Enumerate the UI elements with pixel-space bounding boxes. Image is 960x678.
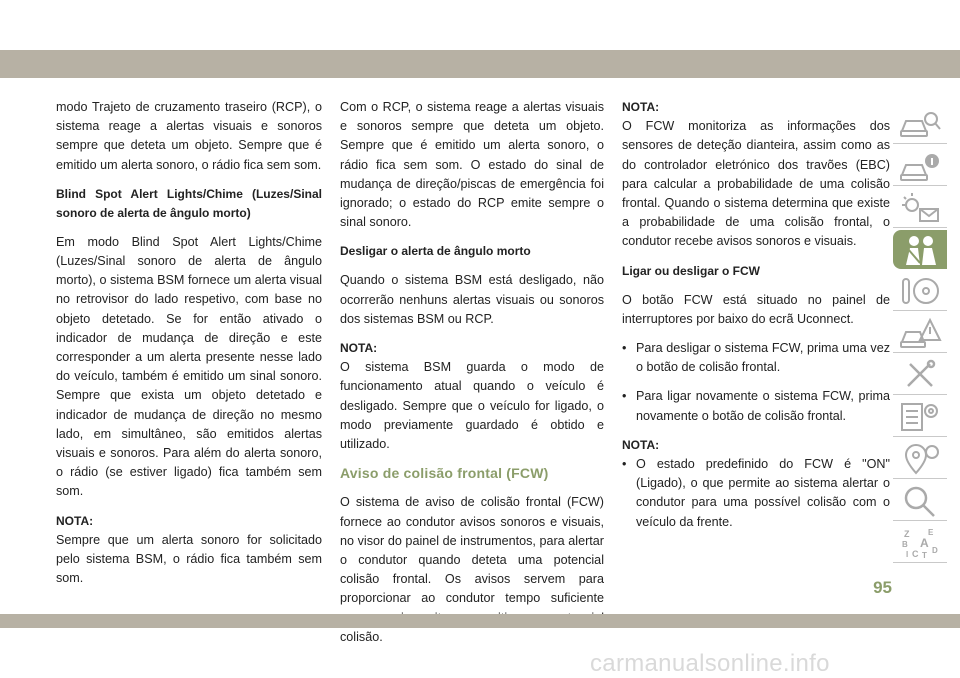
paragraph: modo Trajeto de cruzamento traseiro (RCP), o sistema reage a alertas visuais e sonoros sempre que deteta um objeto. Sempre que é emitido um alerta sonoro, o rádio fica sem som.: [56, 100, 322, 172]
note-text: O sistema BSM guarda o modo de funcionamento atual quando o veículo é desligado. Sempre que o veículo for ligado, o modo previamente guardado é obtido e utilizado.: [340, 360, 604, 452]
tab-checklist[interactable]: [893, 397, 947, 437]
subheading: Blind Spot Alert Lights/Chime (Luzes/Sinal sonoro de alerta de ângulo morto): [56, 186, 322, 220]
note-text: Sempre que um alerta sonoro for solicitado pelo sistema BSM, o rádio fica também sem som.: [56, 532, 322, 586]
alphabet-index-icon: [898, 526, 942, 560]
tab-tools[interactable]: [893, 355, 947, 395]
letter: C: [912, 548, 919, 559]
chapter-tabs: [893, 104, 949, 565]
section-title: Aviso de colisão frontal (FCW): [340, 465, 549, 482]
top-band: [0, 50, 960, 78]
bullet-item: • Para desligar o sistema FCW, prima uma vez o botão de colisão frontal.: [622, 339, 890, 377]
safety-people-icon: [898, 233, 942, 267]
note-label: NOTA:: [340, 341, 378, 356]
page-number: 95: [873, 578, 892, 597]
paragraph: Em modo Blind Spot Alert Lights/Chime (Luzes/Sinal sonoro de alerta de ângulo morto), o sistema BSM fornece um alerta visual no retrovisor do lado respetivo, com base no objeto detetado. Se for então ativado o indicador de mudança de direção e este corresponder a um alerta presente nesse lado do veículo, também é emitido um sinal sonoro. Sempre que exista um objeto detetado e indicador de mudança de direção no mesmo lado, em simultâneo, são emitidos alertas visuais e sonoros. Para além do alerta sonoro, o rádio (se estiver ligado) fica também sem som.: [56, 234, 322, 499]
bullet-item: • O estado predefinido do FCW é "ON" (Ligado), o que permite ao sistema alertar o condutor para uma possível colisão com o veículo da frente.: [622, 455, 890, 532]
tools-icon: [898, 358, 942, 392]
tab-car-info[interactable]: [893, 146, 947, 186]
tab-key-steering[interactable]: [893, 271, 947, 311]
column-1: [56, 98, 322, 598]
note-label: NOTA:: [622, 100, 660, 114]
note-label: NOTA:: [56, 513, 94, 528]
paragraph: O sistema de aviso de colisão frontal (FCW) fornece ao condutor avisos sonoros e visuais, no visor do painel de instrumentos, para alertar o condutor quando deteta uma potencial colisão frontal. Os avisos servem para proporcionar ao condutor tempo suficiente colisão.: [340, 495, 604, 644]
letter: A: [920, 535, 929, 550]
letter: D: [932, 545, 938, 555]
tab-light-mail[interactable]: [893, 188, 947, 228]
column-3: [622, 98, 890, 542]
location-gear-icon: [898, 442, 942, 476]
column-2: [340, 98, 604, 657]
car-search-icon: [898, 107, 942, 141]
letter: B: [902, 539, 908, 549]
light-mail-icon: [898, 191, 942, 225]
checklist-gear-icon: [898, 400, 942, 434]
letter: I: [906, 549, 909, 559]
tab-car-search[interactable]: [893, 104, 947, 144]
letter: T: [922, 550, 927, 560]
note-text: O FCW monitoriza as informações dos sensores de deteção dianteira, assim como as do controlador eletrónico dos travões (EBC) para calcular a probabilidade de uma colisão frontal. Quando o sistema determina que existe a probabilidade de uma colisão frontal, o condutor recebe avisos sonoros e visuais.: [622, 119, 890, 249]
key-steering-icon: [898, 274, 942, 308]
tab-search[interactable]: [893, 481, 947, 521]
tab-car-warning[interactable]: [893, 313, 947, 353]
tab-location[interactable]: [893, 439, 947, 479]
letter: E: [928, 527, 934, 537]
paragraph: Quando o sistema BSM está desligado, não ocorrerão nenhuns alertas visuais ou sonoros dos sistemas BSM ou RCP.: [340, 273, 604, 326]
car-warning-icon: [898, 316, 942, 350]
paragraph: O botão FCW está situado no painel de interruptores por baixo do ecrã Uconnect.: [622, 292, 890, 326]
tab-index[interactable]: [893, 523, 947, 563]
subheading: Ligar ou desligar o FCW: [622, 263, 761, 278]
bullet-item: • Para ligar novamente o sistema FCW, prima novamente o botão de colisão frontal.: [622, 387, 890, 425]
letter: Z: [904, 528, 910, 539]
magnifier-icon: [898, 484, 942, 518]
bottom-band: [0, 614, 960, 628]
subheading: Desligar o alerta de ângulo morto: [340, 244, 531, 259]
note-label: NOTA:: [622, 437, 660, 452]
watermark: carmanualsonline.info: [590, 650, 830, 677]
paragraph: Com o RCP, o sistema reage a alertas visuais e sonoros sempre que deteta um objeto. Sempre que é emitido um alerta sonoro, o rádio fica sem som. O estado do sinal de mudança de direção/piscas de emergência foi ignorado; o estado do RCP emite sempre o sinal sonoro.: [340, 100, 604, 230]
tab-safety[interactable]: [893, 230, 947, 269]
car-info-icon: [898, 149, 942, 183]
